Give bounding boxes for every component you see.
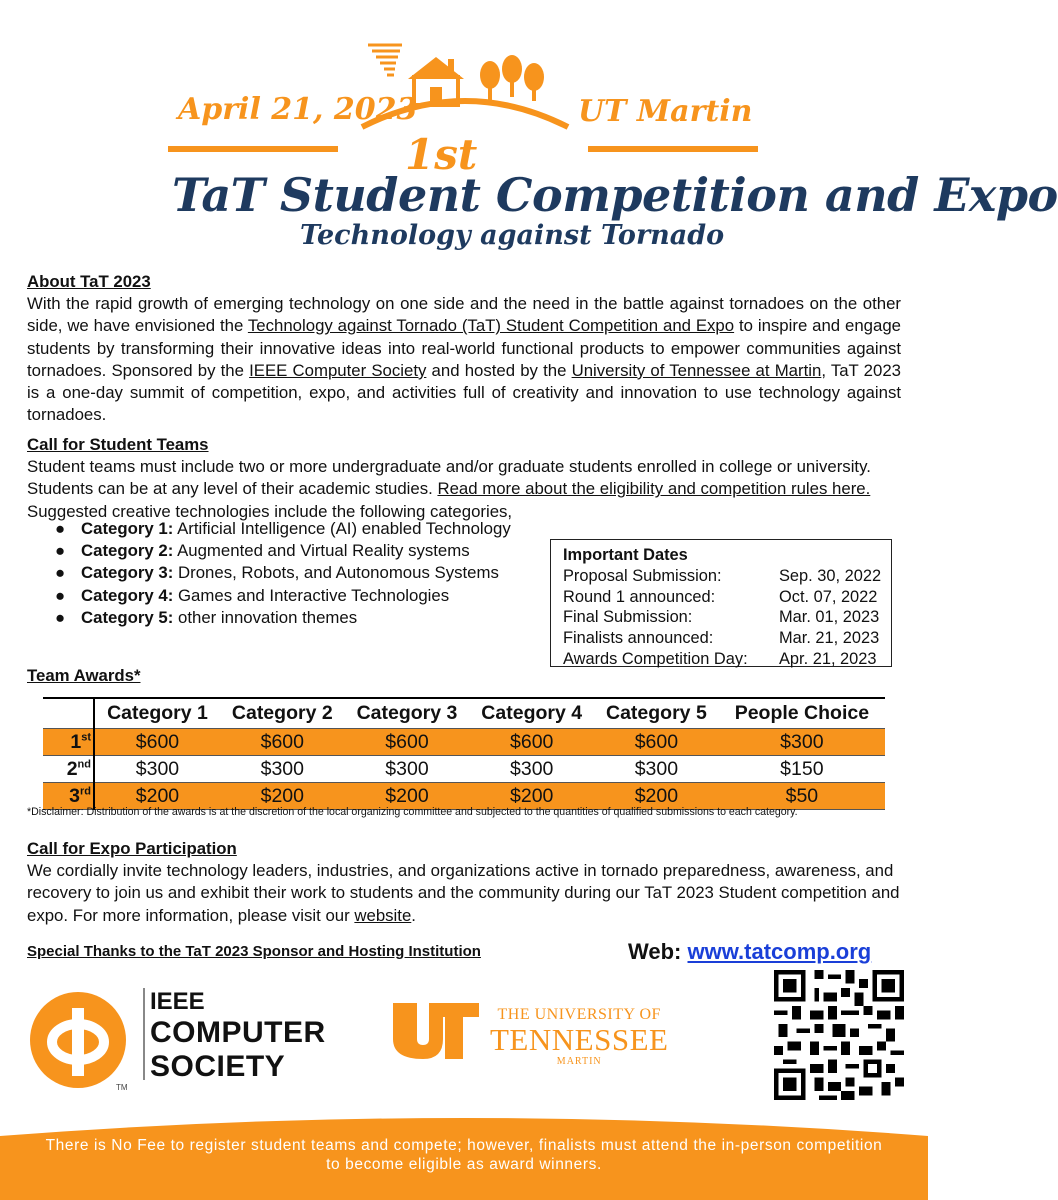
date-row [563,649,891,670]
list-item [55,562,511,584]
ieee-cs-logo-icon [28,990,132,1094]
event-venue: UT Martin [578,94,753,129]
rank-suffix: nd [77,758,91,770]
rules-link[interactable]: Read more about the eligibility and competition rules here. [437,479,871,499]
rank-cell [43,729,94,756]
date-label: Final Submission: [563,608,693,627]
list-item [55,540,511,562]
tat-link[interactable]: Technology against Tornado (TaT) Student Competition and Expo [247,316,735,336]
column-header: People Choice [719,698,885,729]
about-heading: About TaT 2023 [27,272,151,291]
qr-code-icon[interactable] [774,970,904,1100]
about-text-1: With the rapid growth of emerging technology on one side and the need in the battle against tornadoes on the other side, we have envisioned the [27,294,901,336]
about-text-3: and hosted by the [426,360,572,380]
category-label: Category 5: [81,607,174,627]
table-cell: $600 [94,729,220,756]
web-url-link[interactable]: www.tatcomp.org [687,939,872,964]
ieee-line-3: SOCIETY [150,1050,286,1083]
table-cell: $300 [594,756,719,783]
rank-number: 1 [70,730,82,753]
rank-suffix: st [81,731,91,743]
date-row [563,566,891,587]
bullet-icon: ● [55,541,66,561]
category-label: Category 2: [81,541,174,561]
ieee-cs-wordmark [150,988,326,1084]
ieee-tm: TM [116,1083,128,1092]
column-header: Category 3 [345,698,470,729]
expo-paragraph [27,860,901,927]
about-paragraph [27,293,901,426]
rank-number: 3 [69,784,80,807]
utm-link[interactable]: University of Tennessee at Martin [571,360,822,380]
category-label: Category 3: [81,563,174,583]
table-cell: $200 [94,783,220,810]
dates-heading: Important Dates [563,546,688,564]
date-value: Sep. 30, 2022 [779,566,882,585]
edition-label: 1st [405,130,478,179]
category-text: other innovation themes [173,607,358,627]
date-label: Round 1 announced: [563,587,716,606]
table-cell: $150 [719,756,885,783]
category-label: Category 1: [81,519,174,538]
teams-section [27,434,901,523]
list-item [55,518,511,540]
teams-text-2: Suggested creative technologies include the following categories, [27,501,513,521]
column-header: Category 2 [220,698,345,729]
ieee-line-2: COMPUTER [150,1016,326,1049]
table-cell: $600 [594,729,719,756]
category-label: Category 4: [81,585,174,605]
rank-suffix: rd [80,785,91,797]
teams-heading: Call for Student Teams [27,435,209,454]
about-section [27,271,901,426]
about-text-4: , TaT 2023 is a one-day summit of competition, expo, and activities full of creativity and innovation to use technology against tornadoes. [27,360,901,425]
page-title: TaT Student Competition and Expo [172,168,1058,222]
awards-heading: Team Awards* [27,666,141,685]
category-text: Augmented and Virtual Reality systems [173,541,470,561]
ut-line-2: TENNESSEE [490,1022,669,1057]
table-cell: $600 [469,729,594,756]
footer-notice: There is No Fee to register student teams and compete; however, finalists must attend the in-person competition to become eligible as award winners. [45,1137,883,1173]
bullet-icon: ● [55,563,66,583]
table-cell: $300 [94,756,220,783]
column-header: Category 5 [594,698,719,729]
date-row [563,607,891,628]
table-cell: $300 [345,756,470,783]
table-cell: $200 [345,783,470,810]
expo-heading: Call for Expo Participation [27,839,237,858]
website-link[interactable]: website [354,905,412,925]
date-value: Mar. 21, 2023 [779,629,880,648]
corner-cell [43,698,94,729]
table-cell: $300 [220,756,345,783]
ieee-cs-link[interactable]: IEEE Computer Society [249,360,427,380]
date-row [563,587,891,608]
table-cell: $300 [719,729,885,756]
ieee-divider [143,988,145,1080]
category-list [55,518,511,629]
table-cell: $200 [220,783,345,810]
table-cell: $200 [594,783,719,810]
ut-martin-wordmark [490,1006,668,1067]
list-item [55,607,511,629]
web-line [628,939,871,965]
date-value: Apr. 21, 2023 [779,649,877,668]
rank-number: 2 [66,757,78,780]
table-row [43,756,885,783]
event-date: April 21, 2023 [178,92,418,127]
awards-disclaimer: *Disclaimer: Distribution of the awards is at the discretion of the local organizing committee and subjected to the quantities of qualified submissions to each category. [27,806,798,818]
rank-cell [43,756,94,783]
expo-text-2: . [411,905,416,925]
sponsor-thanks: Special Thanks to the TaT 2023 Sponsor and Hosting Institution [27,943,481,960]
about-text-2: to inspire and engage students by transforming their innovative ideas into real-world functional products to empower communities against tornadoes. Sponsored by the [27,316,902,380]
column-header: Category 1 [94,698,220,729]
ieee-line-1: IEEE [150,988,205,1015]
table-header-row [43,698,885,729]
date-label: Finalists announced: [563,629,714,648]
ut-line-1: THE UNIVERSITY OF [497,1006,661,1023]
category-text: Games and Interactive Technologies [173,585,450,605]
teams-text-1: Student teams must include two or more undergraduate and/or graduate students enrolled in college or university. Students can be at any level of their academic studies. [27,457,871,499]
ut-line-3: MARTIN [556,1056,602,1067]
date-label: Proposal Submission: [563,566,722,585]
expo-text-1: We cordially invite technology leaders, industries, and organizations active in tornado preparedness, awareness, and recovery to join us and exhibit their work to students and the community during our TaT 2023 Student competition and expo. For more information, please visit our [27,861,900,925]
category-text: Artificial Intelligence (AI) enabled Technology [173,519,511,538]
awards-table [43,697,885,810]
date-label: Awards Competition Day: [563,649,748,668]
list-item [55,585,511,607]
table-row [43,729,885,756]
date-value: Oct. 07, 2022 [779,587,878,606]
table-cell: $200 [469,783,594,810]
web-label: Web: [628,939,682,964]
table-cell: $600 [220,729,345,756]
header-rule-left [168,146,338,152]
column-header: Category 4 [469,698,594,729]
page-subtitle: Technology against Tornado [300,220,725,251]
date-value: Mar. 01, 2023 [779,608,880,627]
table-cell: $50 [719,783,885,810]
expo-section [27,838,901,927]
teams-paragraph [27,456,901,523]
bullet-icon: ● [55,607,66,627]
date-row [563,628,891,649]
ut-logo-icon [393,1003,479,1059]
bullet-icon: ● [55,585,66,605]
table-cell: $600 [345,729,470,756]
table-cell: $300 [469,756,594,783]
header-rule-right [588,146,758,152]
category-text: Drones, Robots, and Autonomous Systems [173,563,499,583]
bullet-icon: ● [55,519,66,538]
important-dates-box [550,539,892,667]
